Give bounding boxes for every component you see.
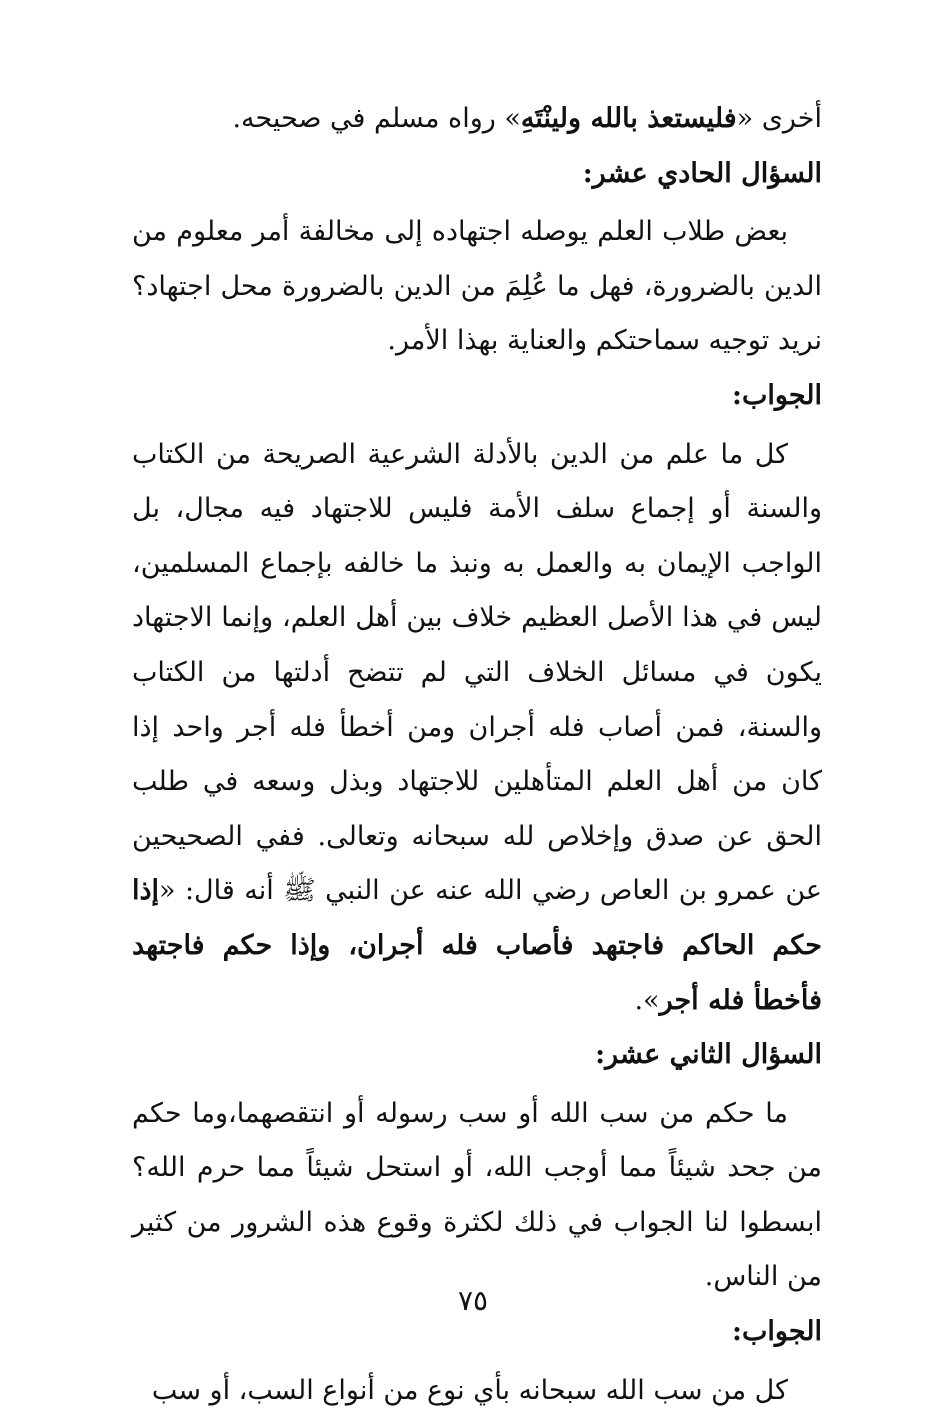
answer-11-body: كل ما علم من الدين بالأدلة الشرعية الصريحة من الكتاب والسنة أو إجماع سلف الأمة فليس للاجتهاد فيه مجال، بل الواجب الإيمان به والعمل به ونبذ ما خالفه بإجماع المسلمين، ليس في هذا الأصل العظيم خلاف بين أهل العلم، وإنما الاجتهاد يكون في مسائل الخلاف التي لم تتضح أدلتها من الكتاب والسنة، فمن أصاب فله أجران ومن أخطأ فله أجر واحد إذا كان من أهل العلم المتأهلين للاجتهاد وبذل وسعه في طلب الحق عن صدق وإخلاص لله سبحانه وتعالى. ففي الصحيحين عن عمرو بن العاص رضي الله عنه عن النبي ﷺ أنه قال: « (132, 438, 822, 907)
continuation-suffix: » رواه مسلم في صحيحه. (232, 103, 521, 134)
page-body (132, 92, 822, 1418)
question-12-text: ما حكم من سب الله أو سب رسوله أو انتقصهما،وما حكم من جحد شيئاً مما أوجب الله، أو استحل شيئاً مما حرم الله؟ ابسطوا لنا الجواب في ذلك لكثرة وقوع هذه الشرور من كثير من الناس. (132, 1097, 822, 1293)
hadith-quote: فليستعذ بالله ولينْتَهِ (520, 103, 737, 134)
answer-11-end: ». (634, 984, 660, 1016)
question-11-heading: السؤال الحادي عشر: (582, 157, 822, 189)
continuation-prefix: أخرى « (736, 103, 822, 134)
answer-12-heading: الجواب: (732, 1316, 822, 1348)
hadith-text: إذا حكم الحاكم فاجتهد فأصاب فله أجران، وإذا حكم فاجتهد فأخطأ فله أجر (132, 875, 822, 1016)
answer-11-text (132, 428, 822, 1029)
page-number: ٧٥ (457, 1284, 489, 1317)
continuation-paragraph (132, 92, 822, 147)
question-11-text: بعض طلاب العلم يوصله اجتهاده إلى مخالفة أمر معلوم من الدين بالضرورة، فهل ما عُلِمَ من الدين بالضرورة محل اجتهاد؟ نريد توجيه سماحتكم والعناية بهذا الأمر. (132, 216, 822, 357)
question-12-heading: السؤال الثاني عشر: (595, 1039, 822, 1071)
answer-12-text: كل من سب الله سبحانه بأي نوع من أنواع السب، أو سب (151, 1374, 788, 1406)
answer-11-heading: الجواب: (732, 379, 822, 411)
